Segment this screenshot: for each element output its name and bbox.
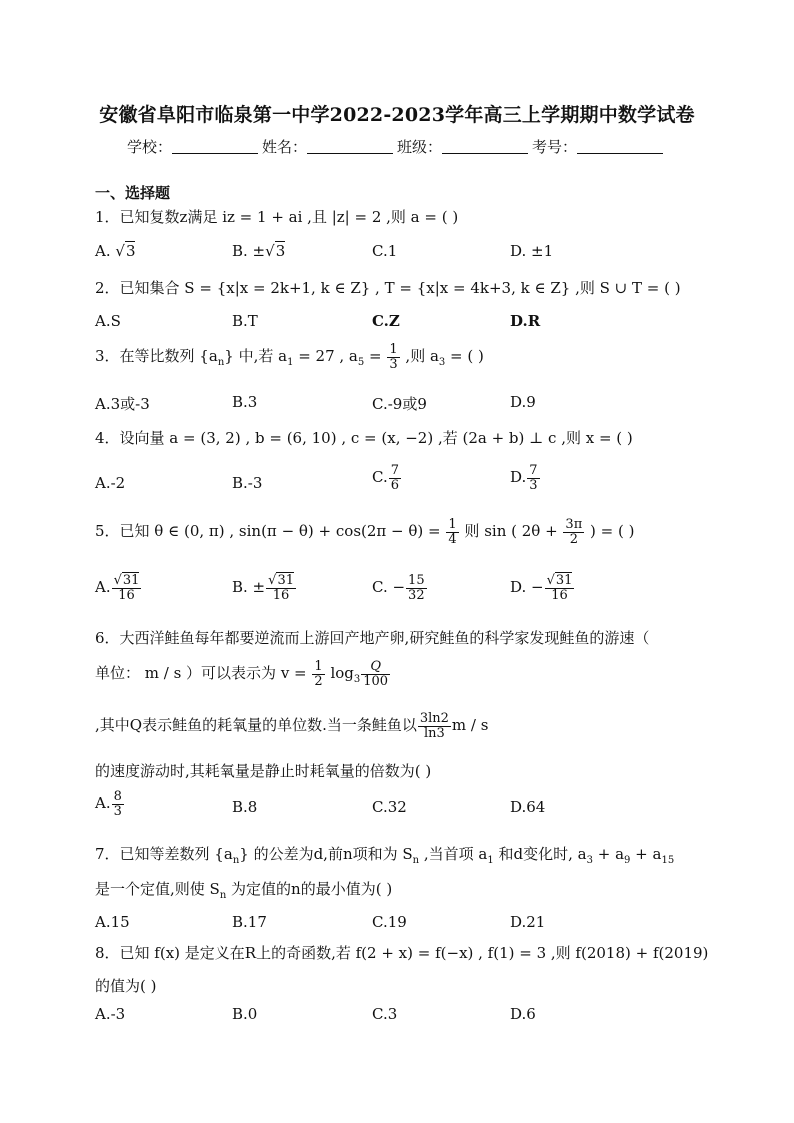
q5-option-a [95, 574, 142, 602]
question-8-line-2: 的值为( ) [95, 977, 157, 995]
q7-option-c: C.19 [372, 913, 407, 931]
question-6-line-3 [95, 712, 488, 740]
q7-sub-n-1: n [232, 855, 240, 866]
q5-text-1: 5．已知 θ ∈ (0, π) , sin(π − θ) + cos(2π − θ) = [95, 522, 446, 541]
q4-d-label: D. [510, 468, 527, 487]
q5-f2-den: 2 [569, 531, 578, 547]
q6-f3-num: 3ln2 [419, 711, 449, 726]
q6-f3-den: ln3 [423, 725, 445, 741]
q5-a-den: 16 [118, 587, 135, 603]
q7-sub-1: 1 [487, 855, 494, 866]
q4-option-d [510, 464, 541, 492]
q1-option-a: A. √3 [95, 242, 136, 260]
q4-c-den: 6 [390, 477, 399, 493]
q6-a-label: A. [95, 794, 111, 813]
q7-sub-15: 15 [661, 855, 675, 866]
q2-option-a: A.S [95, 312, 121, 330]
q5-b-den: 16 [272, 587, 290, 603]
q6-f1-den: 2 [314, 673, 323, 689]
q5-d-den: 16 [551, 587, 568, 603]
q1-a-label: A. [95, 242, 111, 260]
q1-b-sqrt: 3 [275, 242, 286, 260]
q6-log-base: 3 [353, 674, 361, 686]
question-8-line-1: 8．已知 f(x) 是定义在R上的奇函数,若 f(2 + x) = f(−x) , f(1) = 3 ,则 f(2018) + f(2019) [95, 944, 709, 962]
q8-option-d: D.6 [510, 1005, 536, 1023]
q7-text-1: 7．已知等差数列 {a [95, 845, 233, 863]
q1-b-label: B. ± [232, 242, 266, 260]
q7-sub-9: 9 [624, 855, 631, 866]
question-6-line-4: 的速度游动时,其耗氧量是静止时耗氧量的倍数为( ) [95, 762, 432, 780]
q5-option-b [232, 574, 297, 602]
q4-option-c [372, 464, 402, 492]
q3-text-3: = 27 , a [293, 347, 358, 366]
q2-option-d: D.R [510, 312, 541, 330]
q3-sub-n: n [217, 357, 225, 369]
q7-sub-n-3: n [219, 890, 227, 901]
q7-text-1b: } 的公差为d,前n项和为 S [239, 845, 413, 863]
q6-text-2b: log [325, 664, 354, 683]
q5-text-3: ) = ( ) [585, 522, 635, 541]
q7-text-2b: 为定值的n的最小值为( ) [226, 880, 393, 898]
q5-text-2: 则 sin ( 2θ + [459, 522, 563, 541]
question-6-line-1: 6．大西洋鲑鱼每年都要逆流而上游回产地产卵,研究鲑鱼的科学家发现鲑鱼的游速（ [95, 629, 650, 647]
q4-d-den: 3 [529, 477, 538, 493]
q7-plus-2: + a [630, 845, 662, 863]
q7-plus-1: + a [592, 845, 625, 863]
q8-option-a: A.-3 [95, 1005, 126, 1023]
q3-option-b: B.3 [232, 393, 258, 411]
q5-c-num: 15 [408, 573, 425, 588]
question-7-line-1 [95, 843, 674, 866]
q3-sub-5: 5 [357, 357, 365, 369]
q5-fraction-2 [563, 518, 584, 546]
student-info-line [0, 136, 794, 157]
q7-text-2a: 是一个定值,则使 S [95, 880, 220, 898]
q3-option-d: D.9 [510, 393, 536, 411]
name-label: 姓名： [261, 138, 307, 156]
question-2-stem: 2．已知集合 S = {x|x = 2k+1, k ∈ Z} , T = {x|x = 4k+3, k ∈ Z} ,则 S ∪ T = ( ) [95, 279, 681, 297]
q8-option-c: C.3 [372, 1005, 398, 1023]
q1-option-d: D. ±1 [510, 242, 554, 260]
section-heading: 一、选择题 [95, 184, 171, 202]
q6-text-3a: ,其中Q表示鲑鱼的耗氧量的单位数.当一条鲑鱼以 [95, 716, 417, 735]
question-1-stem: 1．已知复数z满足 iz = 1 + ai ,且 |z| = 2 ,则 a = ( ) [95, 208, 459, 226]
number-blank[interactable] [577, 139, 663, 154]
q2-option-c: C.Z [372, 312, 400, 330]
q5-a-sqrt: 31 [122, 573, 140, 588]
q4-d-fraction [527, 464, 539, 492]
q5-d-fraction [545, 574, 575, 602]
q3-text-4: = [364, 347, 387, 366]
q5-b-sqrt: 31 [277, 573, 294, 588]
q6-a-den: 3 [113, 803, 122, 819]
q6-text-3b: m / s [451, 716, 489, 735]
q5-c-den: 32 [408, 587, 425, 603]
q3-text-1: 3．在等比数列 {a [95, 347, 218, 366]
q1-a-sqrt: 3 [125, 242, 136, 260]
q2-option-b: B.T [232, 312, 258, 330]
q3-sub-1: 1 [287, 357, 294, 369]
q6-fraction-1 [312, 660, 324, 688]
class-label: 班级： [397, 138, 443, 156]
class-blank[interactable] [442, 139, 528, 154]
q5-fraction-1 [446, 518, 458, 546]
q5-f1-den: 4 [448, 531, 457, 547]
q5-d-label: D. − [510, 578, 544, 597]
q5-option-c [372, 574, 428, 602]
q5-b-num: √31 [268, 573, 294, 588]
q6-f2-den: 100 [363, 673, 389, 689]
q6-text-2a: 单位： m / s ）可以表示为 v = [95, 664, 312, 683]
q7-sub-n-2: n [412, 855, 420, 866]
q6-a-num: 8 [113, 789, 122, 804]
q3-option-a: A.3或-3 [95, 395, 150, 413]
q3-text-5: ,则 a [400, 347, 439, 366]
q3-fraction [387, 343, 399, 371]
q5-f1-num: 1 [448, 517, 457, 532]
q4-c-label: C. [372, 468, 388, 487]
q4-d-num: 7 [529, 463, 538, 478]
q7-option-d: D.21 [510, 913, 546, 931]
q5-a-label: A. [95, 578, 111, 597]
q3-frac-den: 3 [389, 356, 398, 372]
q7-sub-3: 3 [586, 855, 593, 866]
question-5-stem [95, 518, 634, 546]
q6-a-fraction [112, 790, 124, 818]
q5-b-label: B. ± [232, 578, 266, 597]
q5-d-sqrt: 31 [555, 573, 573, 588]
q8-option-b: B.0 [232, 1005, 258, 1023]
q5-b-fraction [266, 574, 296, 602]
q5-a-num: √31 [113, 573, 140, 588]
q3-frac-num: 1 [389, 342, 398, 357]
q5-d-num: √31 [546, 573, 573, 588]
school-label: 学校： [126, 138, 172, 156]
page-title: 安徽省阜阳市临泉第一中学2022-2023学年高三上学期期中数学试卷 [99, 104, 695, 126]
q6-option-d: D.64 [510, 798, 546, 816]
number-label: 考号： [532, 138, 578, 156]
q4-option-b: B.-3 [232, 474, 263, 492]
q1-option-b: B. ±√3 [232, 242, 286, 260]
q3-text-6: = ( ) [445, 347, 484, 366]
q6-option-b: B.8 [232, 798, 258, 816]
q3-option-c: C.-9或9 [372, 395, 427, 413]
q6-fraction-2 [361, 660, 390, 688]
q4-c-num: 7 [390, 463, 399, 478]
q3-sub-3: 3 [438, 357, 446, 369]
q6-f1-num: 1 [314, 659, 323, 674]
q7-option-a: A.15 [95, 913, 130, 931]
q6-f2-num: Q [361, 660, 390, 675]
question-7-line-2 [95, 878, 392, 901]
q4-c-fraction [389, 464, 401, 492]
q5-c-label: C. − [372, 578, 406, 597]
question-4-stem: 4．设向量 a = (3, 2) , b = (6, 10) , c = (x, −2) ,若 (2a + b) ⊥ c ,则 x = ( ) [95, 429, 633, 447]
q5-option-d [510, 574, 575, 602]
q6-option-a [95, 790, 125, 818]
q3-text-2: } 中,若 a [224, 347, 288, 366]
q4-option-a: A.-2 [95, 474, 126, 492]
q5-c-fraction [406, 574, 427, 602]
question-6-line-2 [95, 660, 391, 688]
q7-text-1c: ,当首项 a [419, 845, 488, 863]
q1-option-c: C.1 [372, 242, 398, 260]
q7-option-b: B.17 [232, 913, 267, 931]
q6-option-c: C.32 [372, 798, 407, 816]
question-3-stem [95, 343, 484, 371]
q5-a-fraction [112, 574, 142, 602]
q5-f2-num: 3π [565, 517, 583, 532]
name-blank[interactable] [307, 139, 393, 154]
q6-fraction-3 [418, 712, 451, 740]
q7-text-1d: 和d变化时, a [493, 845, 587, 863]
school-blank[interactable] [172, 139, 258, 154]
